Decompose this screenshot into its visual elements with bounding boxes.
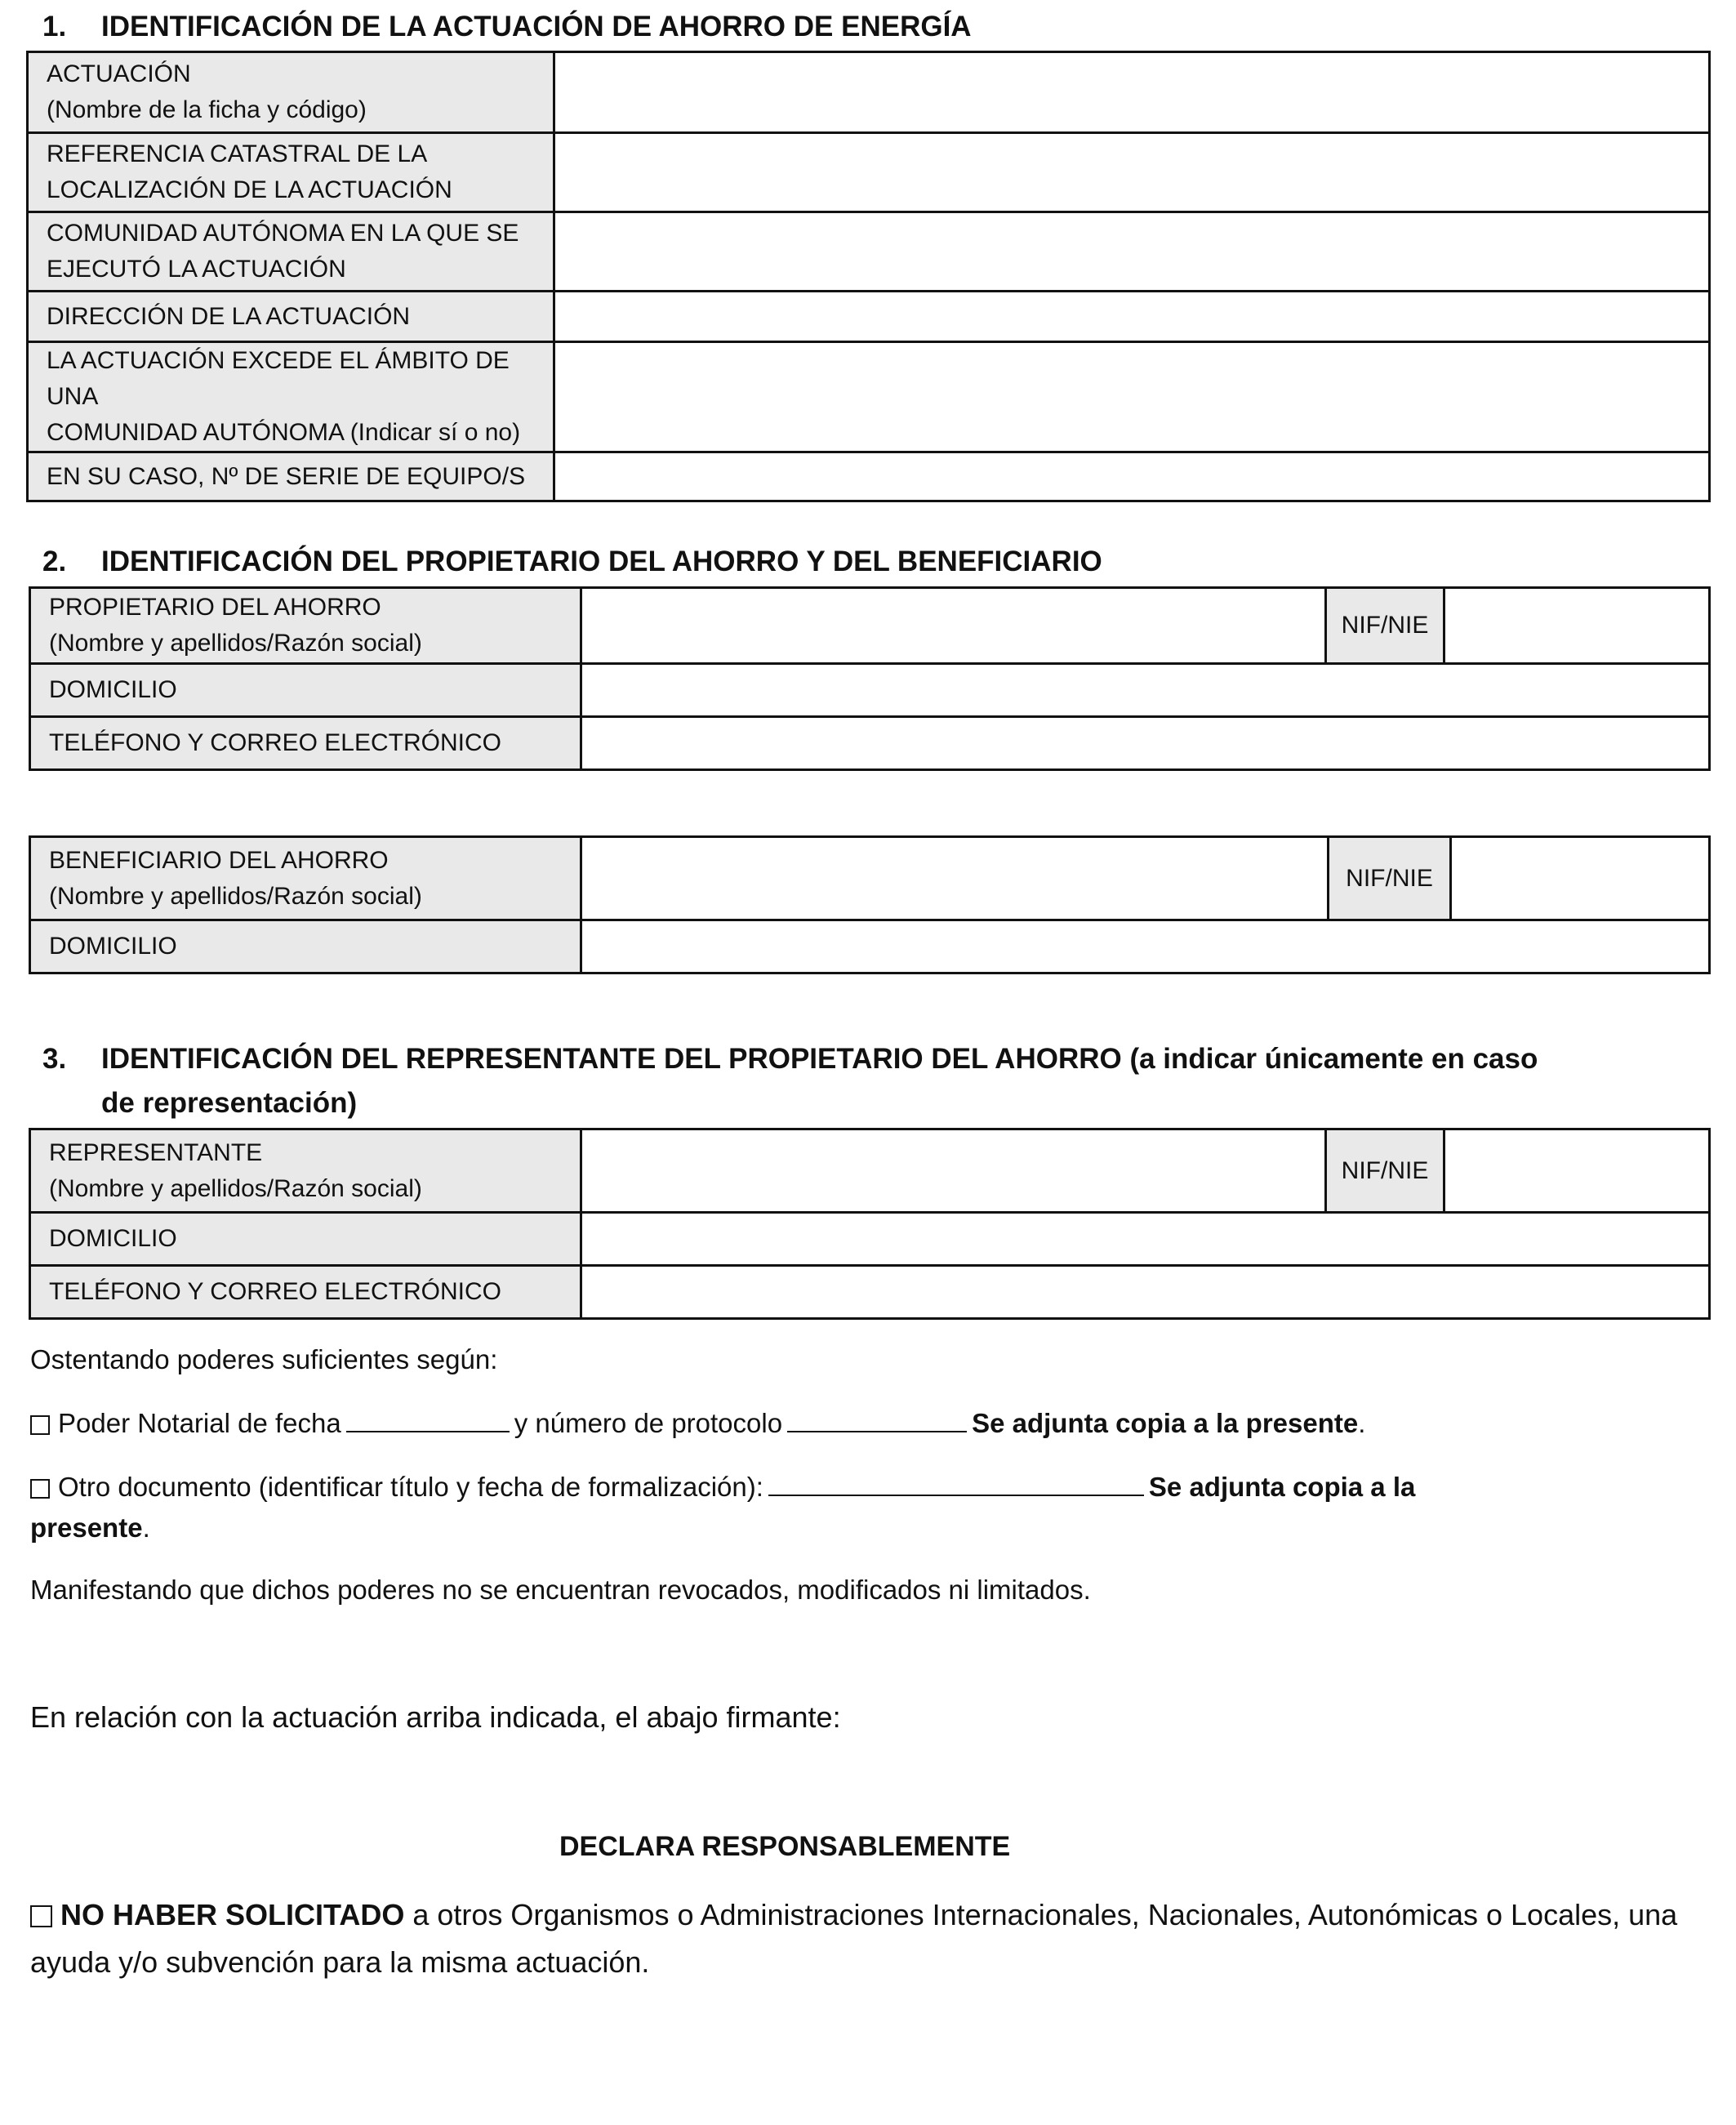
owner-table: [29, 586, 1711, 771]
powers-option-notarial: Poder Notarial de fecha y número de protocolo Se adjunta copia a la presente.: [30, 1403, 1365, 1444]
label-beneficiario-domicilio: DOMICILIO: [30, 920, 581, 973]
section1-number: 1.: [42, 11, 67, 42]
field-referencia-catastral[interactable]: [554, 133, 1710, 212]
label-propietario-domicilio: DOMICILIO: [30, 664, 581, 717]
option-notarial-text-a: Poder Notarial de fecha: [58, 1408, 341, 1438]
checkbox-no-haber-solicitado[interactable]: [30, 1905, 52, 1927]
powers-statement: Manifestando que dichos poderes no se encuentran revocados, modificados ni limitados.: [30, 1575, 1091, 1605]
label-representante-domicilio: DOMICILIO: [30, 1213, 581, 1266]
field-representante-domicilio[interactable]: [581, 1213, 1710, 1266]
option-otro-text: Otro documento (identificar título y fecha de formalización):: [58, 1472, 763, 1502]
label-direccion: DIRECCIÓN DE LA ACTUACIÓN: [28, 292, 554, 342]
row-comunidad-autonoma: [28, 212, 1710, 292]
row-propietario: [30, 588, 1710, 664]
label-referencia-catastral: REFERENCIA CATASTRAL DE LA LOCALIZACIÓN DE LA ACTUACIÓN: [28, 133, 554, 212]
label-excede-ambito: LA ACTUACIÓN EXCEDE EL ÁMBITO DE UNA COMUNIDAD AUTÓNOMA (Indicar sí o no): [28, 342, 554, 452]
label-propietario-contacto: TELÉFONO Y CORREO ELECTRÓNICO: [30, 717, 581, 770]
section2-number: 2.: [42, 546, 67, 577]
label-representante-nif: NIF/NIE: [1326, 1129, 1444, 1213]
option-notarial-attached: Se adjunta copia a la presente: [972, 1408, 1359, 1438]
row-representante: [30, 1129, 1710, 1213]
blank-otro-documento[interactable]: [768, 1470, 1144, 1496]
label-representante-contacto: TELÉFONO Y CORREO ELECTRÓNICO: [30, 1266, 581, 1319]
field-beneficiario-nombre[interactable]: [581, 837, 1329, 920]
row-representante-domicilio: [30, 1213, 1710, 1266]
option-notarial-text-b: y número de protocolo: [514, 1408, 783, 1438]
label-comunidad-autonoma: COMUNIDAD AUTÓNOMA EN LA QUE SE EJECUTÓ LA ACTUACIÓN: [28, 212, 554, 292]
row-excede-ambito: [28, 342, 1710, 452]
field-propietario-contacto[interactable]: [581, 717, 1710, 770]
label-actuacion: ACTUACIÓN (Nombre de la ficha y código): [28, 52, 554, 133]
field-actuacion[interactable]: [554, 52, 1710, 133]
blank-numero-protocolo[interactable]: [787, 1406, 967, 1432]
field-propietario-domicilio[interactable]: [581, 664, 1710, 717]
section1-title: [42, 8, 972, 46]
field-beneficiario-domicilio[interactable]: [581, 920, 1710, 973]
declaration-heading: DECLARA RESPONSABLEMENTE: [559, 1831, 1011, 1862]
section2-heading: IDENTIFICACIÓN DEL PROPIETARIO DEL AHORRO Y DEL BENEFICIARIO: [101, 546, 1102, 577]
field-beneficiario-nif[interactable]: [1451, 837, 1710, 920]
representative-table: [29, 1128, 1711, 1320]
powers-option-otro: [30, 1467, 1415, 1508]
checkbox-otro-documento[interactable]: [30, 1479, 50, 1499]
label-representante: REPRESENTANTE (Nombre y apellidos/Razón social): [30, 1129, 581, 1213]
label-numero-serie: EN SU CASO, Nº DE SERIE DE EQUIPO/S: [28, 452, 554, 501]
section3-number: 3.: [42, 1043, 67, 1075]
label-beneficiario-nif: NIF/NIE: [1329, 837, 1451, 920]
field-representante-nif[interactable]: [1444, 1129, 1710, 1213]
label-propietario: PROPIETARIO DEL AHORRO (Nombre y apellidos/Razón social): [30, 588, 581, 664]
row-referencia-catastral: [28, 133, 1710, 212]
field-propietario-nif[interactable]: [1444, 588, 1710, 664]
powers-option-otro-cont: presente.: [30, 1512, 150, 1543]
field-representante-contacto[interactable]: [581, 1266, 1710, 1319]
row-representante-contacto: [30, 1266, 1710, 1319]
declaration-text-2: ayuda y/o subvención para la misma actuación.: [30, 1945, 650, 1979]
label-propietario-nif: NIF/NIE: [1326, 588, 1444, 664]
row-propietario-domicilio: [30, 664, 1710, 717]
field-numero-serie[interactable]: [554, 452, 1710, 501]
blank-fecha-poder[interactable]: [346, 1406, 510, 1432]
field-propietario-nombre[interactable]: [581, 588, 1326, 664]
field-direccion[interactable]: [554, 292, 1710, 342]
row-numero-serie: [28, 452, 1710, 501]
field-representante-nombre[interactable]: [581, 1129, 1326, 1213]
powers-intro: Ostentando poderes suficientes según:: [30, 1344, 498, 1374]
row-propietario-contacto: [30, 717, 1710, 770]
declaration-statement: [30, 1891, 1677, 1986]
section2-title: [42, 543, 1102, 581]
row-beneficiario-domicilio: [30, 920, 1710, 973]
field-excede-ambito[interactable]: [554, 342, 1710, 452]
row-direccion: [28, 292, 1710, 342]
label-beneficiario: BENEFICIARIO DEL AHORRO (Nombre y apellidos/Razón social): [30, 837, 581, 920]
section1-table: [26, 51, 1711, 502]
declaration-text-1: a otros Organismos o Administraciones Internacionales, Nacionales, Autonómicas o Locales, una: [404, 1898, 1678, 1931]
declaration-bold: NO HABER SOLICITADO: [60, 1898, 405, 1931]
section3-heading-line2: de representación): [101, 1087, 358, 1119]
checkbox-poder-notarial[interactable]: [30, 1415, 50, 1435]
row-beneficiario: [30, 837, 1710, 920]
beneficiary-table: [29, 835, 1711, 974]
field-comunidad-autonoma[interactable]: [554, 212, 1710, 292]
option-otro-attached: Se adjunta copia a la: [1148, 1472, 1416, 1502]
section3-title: [42, 1040, 1538, 1122]
row-actuacion: [28, 52, 1710, 133]
section1-heading: IDENTIFICACIÓN DE LA ACTUACIÓN DE AHORRO DE ENERGÍA: [101, 11, 972, 42]
relation-text: En relación con la actuación arriba indicada, el abajo firmante:: [30, 1700, 841, 1734]
section3-heading-line1: IDENTIFICACIÓN DEL REPRESENTANTE DEL PROPIETARIO DEL AHORRO (a indicar únicamente en caso: [101, 1043, 1538, 1075]
